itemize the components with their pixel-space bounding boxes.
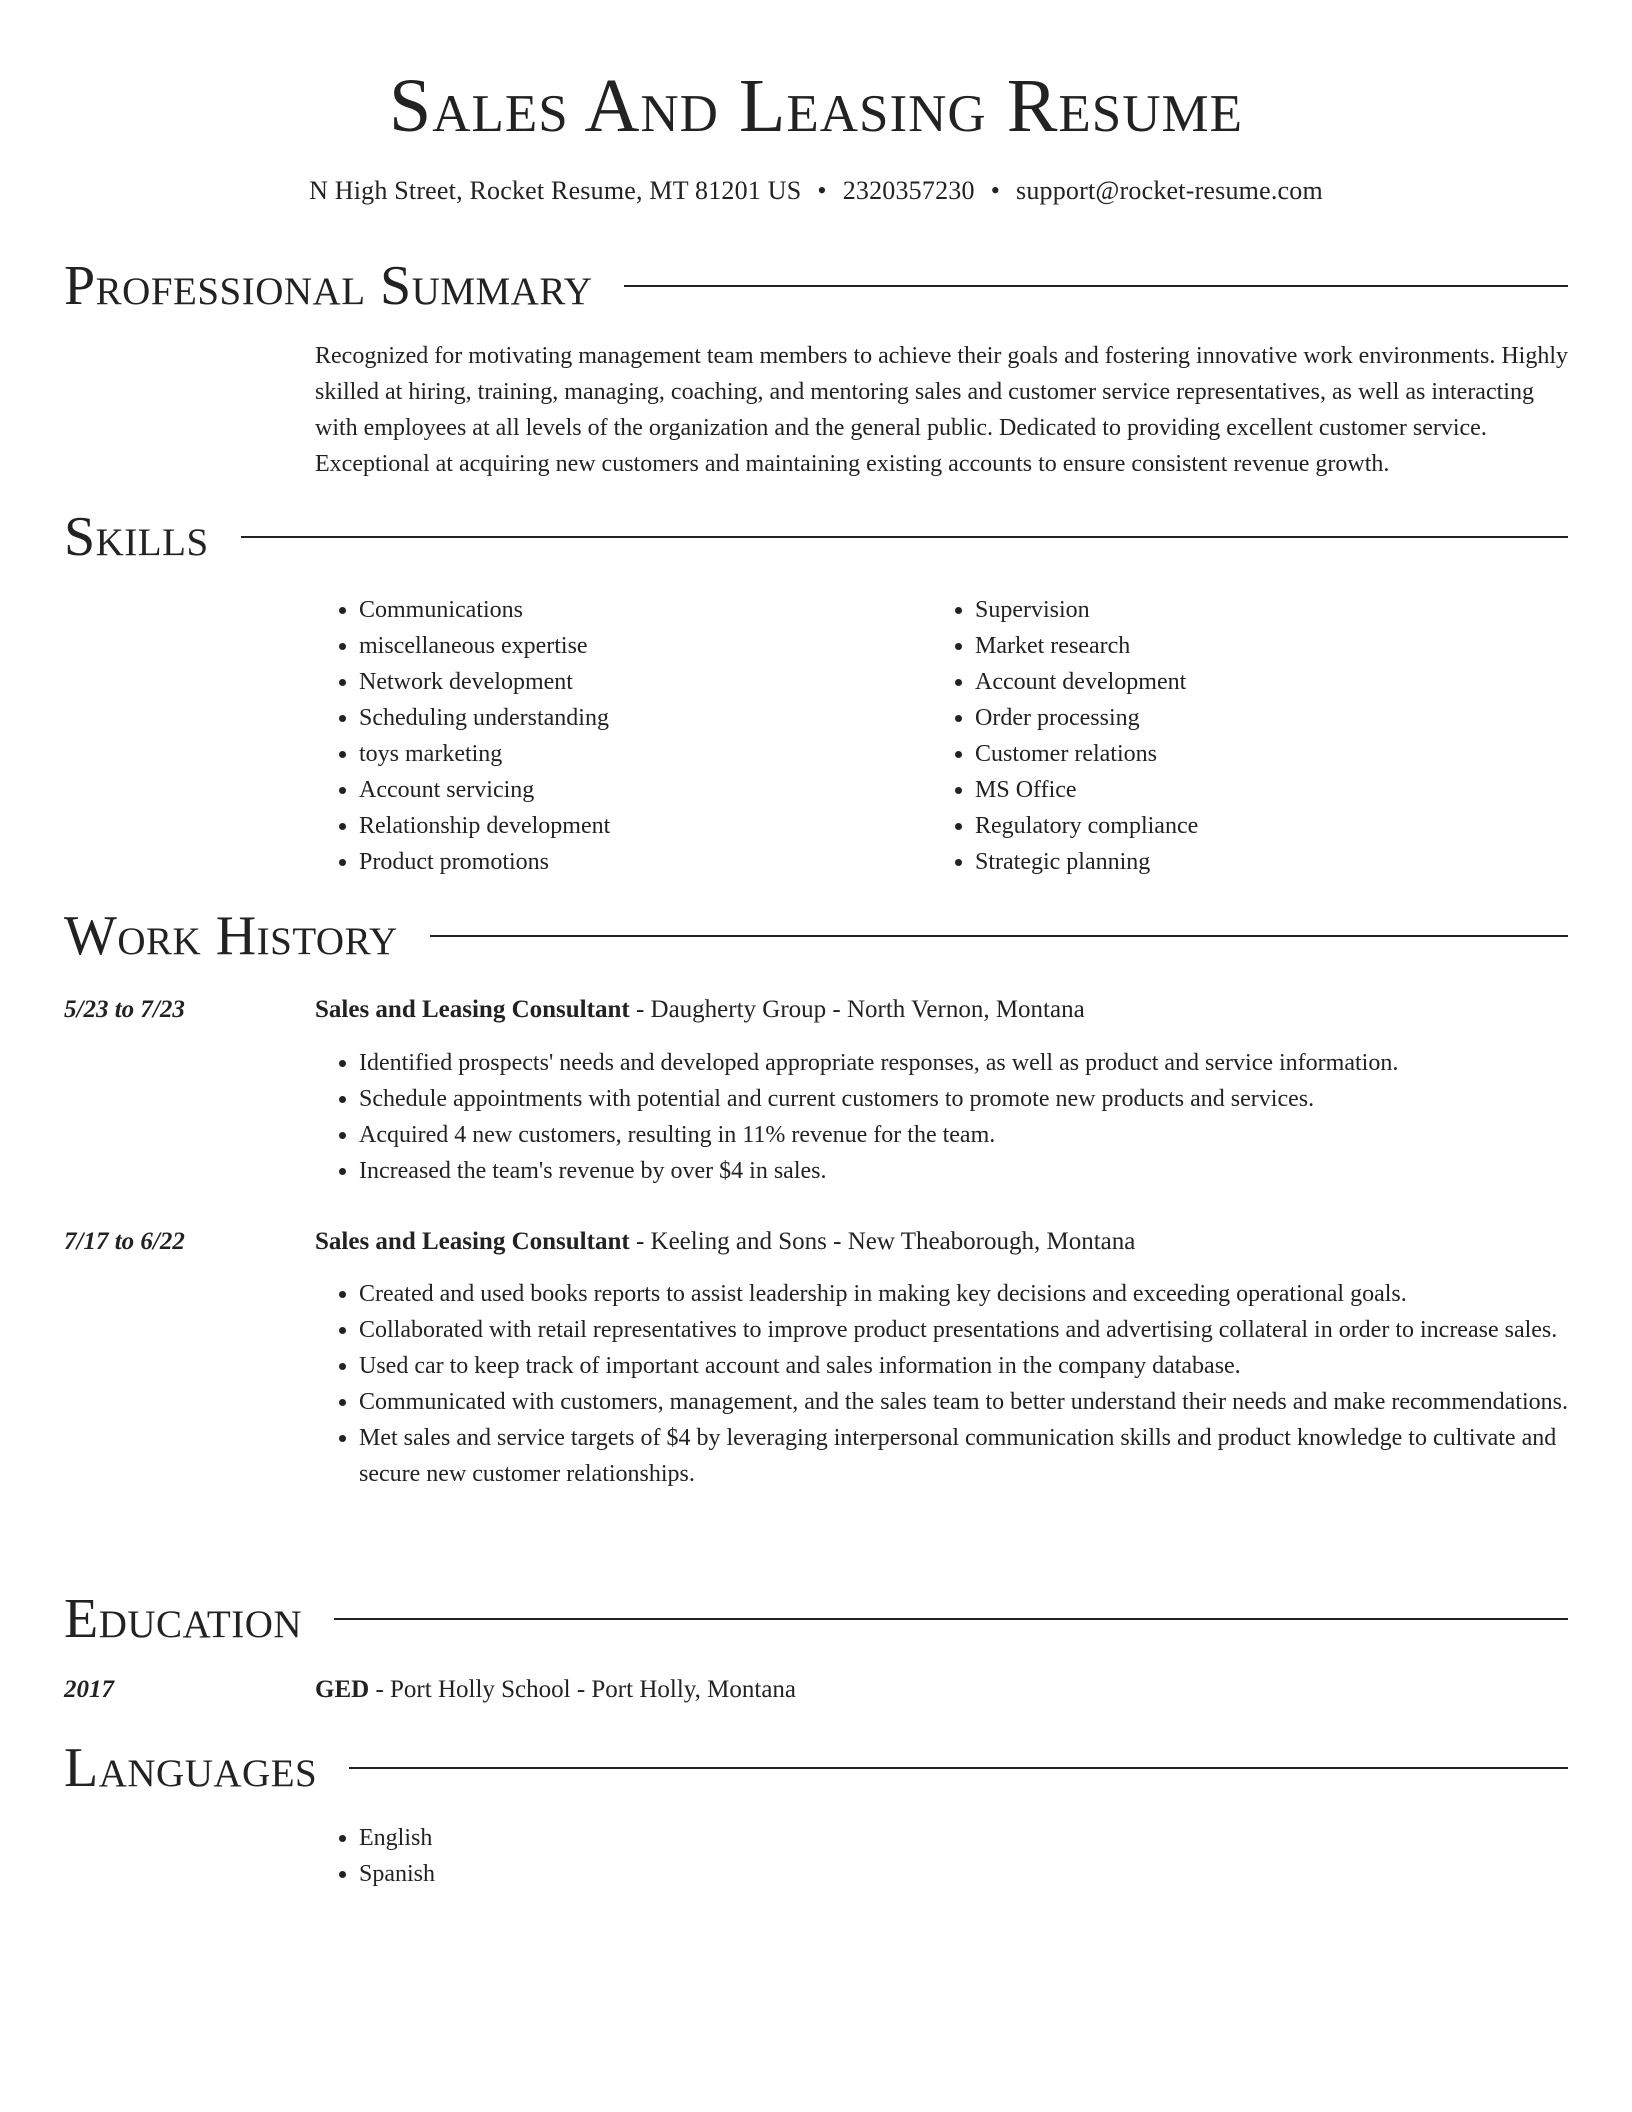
section-header-summary <box>64 256 1568 316</box>
skill-item: • toys marketing <box>359 736 915 772</box>
job-company-location: - Keeling and Sons - New Theaborough, Montana <box>629 1228 1136 1255</box>
section-divider <box>349 1767 1568 1769</box>
contact-email[interactable]: support@rocket-resume.com <box>1016 176 1323 205</box>
section-divider <box>334 1618 1568 1620</box>
skill-item: • Network development <box>359 664 915 700</box>
contact-address: N High Street, Rocket Resume, MT 81201 US <box>309 176 802 205</box>
job-bullets <box>315 1276 1568 1492</box>
section-title-languages: Languages <box>64 1737 318 1799</box>
language-item: • English <box>359 1820 1568 1856</box>
education-year: 2017 <box>64 1676 114 1703</box>
section-header-languages <box>64 1738 1568 1798</box>
section-divider <box>430 935 1568 937</box>
skill-item: • MS Office <box>975 772 1531 808</box>
education-school-location: - Port Holly School - Port Holly, Montana <box>369 1676 797 1703</box>
job-bullet: • Created and used books reports to assist leadership in making key decisions and exceeding operational goals. <box>359 1276 1568 1312</box>
job-heading <box>315 1224 1135 1260</box>
job-bullet: • Identified prospects' needs and developed appropriate responses, as well as product and service information. <box>359 1045 1568 1081</box>
skill-item: • Strategic planning <box>975 844 1531 880</box>
job-title: Sales and Leasing Consultant <box>315 996 630 1023</box>
skills-column-right <box>931 592 1531 880</box>
languages-list <box>315 1820 1568 1892</box>
skill-item: • Market research <box>975 628 1531 664</box>
skill-item: • Product promotions <box>359 844 915 880</box>
education-entry <box>315 1672 796 1708</box>
job-dates: 7/17 to 6/22 <box>64 1228 185 1255</box>
job-bullets-container <box>315 1276 1568 1492</box>
skill-item: • Order processing <box>975 700 1531 736</box>
section-title-education: Education <box>64 1588 303 1650</box>
skill-item: • Account development <box>975 664 1531 700</box>
skill-item: • Communications <box>359 592 915 628</box>
languages-container <box>315 1820 1568 1892</box>
section-divider <box>624 285 1568 287</box>
skill-item: • Customer relations <box>975 736 1531 772</box>
contact-separator: • <box>817 176 827 205</box>
job-heading <box>315 992 1085 1028</box>
job-bullets-container <box>315 1045 1568 1189</box>
skill-item: • miscellaneous expertise <box>359 628 915 664</box>
contact-line <box>0 174 1632 208</box>
education-degree: GED <box>315 1676 370 1703</box>
contact-separator: • <box>990 176 1000 205</box>
resume-title: Sales And Leasing Resume <box>388 64 1244 148</box>
job-bullet: • Schedule appointments with potential and current customers to promote new products and services. <box>359 1081 1568 1117</box>
skill-item: • Supervision <box>975 592 1531 628</box>
job-title: Sales and Leasing Consultant <box>315 1228 630 1255</box>
skill-item: • Regulatory compliance <box>975 808 1531 844</box>
skills-column-left <box>315 592 915 880</box>
job-bullet: • Used car to keep track of important account and sales information in the company database. <box>359 1348 1568 1384</box>
summary-text: Recognized for motivating management team members to achieve their goals and fostering innovative work environments. Highly skilled at hiring, training, managing, coaching, and mentoring sales and customer service representatives, as well as interacting with employees at all levels of the organization and the general public. Dedicated to providing excellent customer service. Exceptional at acquiring new customers and maintaining existing accounts to ensure consistent revenue growth. <box>315 343 1568 477</box>
skill-item: • Scheduling understanding <box>359 700 915 736</box>
job-bullet: • Met sales and service targets of $4 by leveraging interpersonal communication skills and product knowledge to cultivate and secure new customer relationships. <box>359 1420 1568 1492</box>
contact-phone: 2320357230 <box>842 176 975 205</box>
job-bullet: • Collaborated with retail representatives to improve product presentations and advertising collateral in order to increase sales. <box>359 1312 1568 1348</box>
skill-item: • Relationship development <box>359 808 915 844</box>
job-dates: 5/23 to 7/23 <box>64 996 185 1023</box>
job-company-location: - Daugherty Group - North Vernon, Montana <box>629 996 1085 1023</box>
language-item: • Spanish <box>359 1856 1568 1892</box>
section-title-work: Work History <box>64 905 398 967</box>
skill-item: • Account servicing <box>359 772 915 808</box>
section-header-skills <box>64 507 1568 567</box>
job-bullet: • Increased the team's revenue by over $4 in sales. <box>359 1153 1568 1189</box>
job-bullet: • Communicated with customers, management, and the sales team to better understand their needs and make recommendations. <box>359 1384 1568 1420</box>
section-divider <box>241 536 1568 538</box>
section-header-work <box>64 906 1568 966</box>
job-bullet: • Acquired 4 new customers, resulting in 11% revenue for the team. <box>359 1117 1568 1153</box>
skills-list-right <box>931 592 1531 880</box>
skills-list-left <box>315 592 915 880</box>
section-title-skills: Skills <box>64 506 209 568</box>
section-title-summary: Professional Summary <box>64 255 593 317</box>
job-bullets <box>315 1045 1568 1189</box>
section-header-education <box>64 1589 1568 1649</box>
